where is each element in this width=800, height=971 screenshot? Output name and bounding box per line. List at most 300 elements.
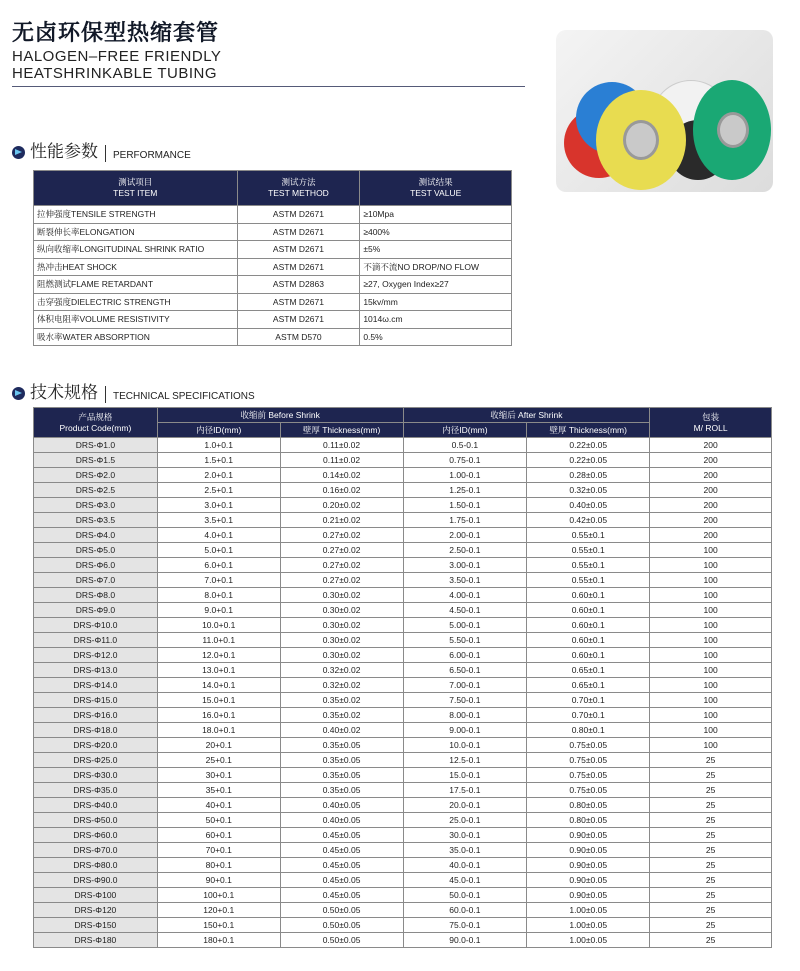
col-before-thickness: 壁厚 Thickness(mm) bbox=[280, 423, 403, 438]
product-code: DRS-Φ30.0 bbox=[34, 768, 158, 783]
meters-per-roll: 25 bbox=[650, 918, 772, 933]
after-thickness: 0.55±0.1 bbox=[527, 558, 650, 573]
meters-per-roll: 25 bbox=[650, 873, 772, 888]
table-row bbox=[34, 483, 772, 498]
before-id: 7.0+0.1 bbox=[157, 573, 280, 588]
after-thickness: 0.60±0.1 bbox=[527, 633, 650, 648]
performance-heading-en: PERFORMANCE bbox=[113, 150, 191, 161]
meters-per-roll: 200 bbox=[650, 438, 772, 453]
before-id: 70+0.1 bbox=[157, 843, 280, 858]
after-id: 0.5-0.1 bbox=[403, 438, 527, 453]
table-row bbox=[34, 873, 772, 888]
specifications-heading-en: TECHNICAL SPECIFICATIONS bbox=[113, 391, 255, 402]
meters-per-roll: 25 bbox=[650, 828, 772, 843]
table-row bbox=[34, 693, 772, 708]
product-code: DRS-Φ7.0 bbox=[34, 573, 158, 588]
page-title: 无卤环保型热缩套管 bbox=[12, 20, 220, 45]
before-thickness: 0.21±0.02 bbox=[280, 513, 403, 528]
after-thickness: 0.55±0.1 bbox=[527, 543, 650, 558]
after-thickness: 1.00±0.05 bbox=[527, 903, 650, 918]
after-id: 3.00-0.1 bbox=[403, 558, 527, 573]
after-thickness: 0.80±0.1 bbox=[527, 723, 650, 738]
before-id: 13.0+0.1 bbox=[157, 663, 280, 678]
product-code: DRS-Φ4.0 bbox=[34, 528, 158, 543]
before-id: 180+0.1 bbox=[157, 933, 280, 948]
before-thickness: 0.40±0.05 bbox=[280, 813, 403, 828]
before-thickness: 0.35±0.05 bbox=[280, 783, 403, 798]
after-thickness: 0.65±0.1 bbox=[527, 678, 650, 693]
test-item: 阻燃测试FLAME RETARDANT bbox=[34, 276, 238, 294]
table-row bbox=[34, 588, 772, 603]
after-thickness: 0.90±0.05 bbox=[527, 828, 650, 843]
before-id: 14.0+0.1 bbox=[157, 678, 280, 693]
table-row bbox=[34, 293, 512, 311]
test-method: ASTM D2671 bbox=[237, 258, 360, 276]
table-row bbox=[34, 648, 772, 663]
meters-per-roll: 100 bbox=[650, 708, 772, 723]
table-row bbox=[34, 558, 772, 573]
green-roll bbox=[693, 80, 771, 180]
before-thickness: 0.11±0.02 bbox=[280, 453, 403, 468]
subtitle-line-1: HALOGEN–FREE FRIENDLY bbox=[12, 48, 222, 65]
test-item: 断裂伸长率ELONGATION bbox=[34, 223, 238, 241]
meters-per-roll: 100 bbox=[650, 738, 772, 753]
product-code: DRS-Φ2.5 bbox=[34, 483, 158, 498]
table-row bbox=[34, 498, 772, 513]
before-id: 5.0+0.1 bbox=[157, 543, 280, 558]
col-group-after-shrink: 收缩后 After Shrink bbox=[403, 408, 650, 423]
col-product-code: 产品规格 Product Code(mm) bbox=[34, 408, 158, 438]
table-row bbox=[34, 783, 772, 798]
table-row bbox=[34, 738, 772, 753]
before-thickness: 0.50±0.05 bbox=[280, 903, 403, 918]
meters-per-roll: 25 bbox=[650, 783, 772, 798]
table-row bbox=[34, 311, 512, 329]
before-thickness: 0.20±0.02 bbox=[280, 498, 403, 513]
before-id: 3.0+0.1 bbox=[157, 498, 280, 513]
test-item: 吸水率WATER ABSORPTION bbox=[34, 328, 238, 346]
after-id: 35.0-0.1 bbox=[403, 843, 527, 858]
test-value: 不滴不流NO DROP/NO FLOW bbox=[360, 258, 512, 276]
table-row bbox=[34, 798, 772, 813]
after-id: 2.50-0.1 bbox=[403, 543, 527, 558]
col-group-before-shrink: 收缩前 Before Shrink bbox=[157, 408, 403, 423]
meters-per-roll: 25 bbox=[650, 903, 772, 918]
meters-per-roll: 100 bbox=[650, 618, 772, 633]
meters-per-roll: 25 bbox=[650, 798, 772, 813]
table-row bbox=[34, 206, 512, 224]
after-thickness: 0.28±0.05 bbox=[527, 468, 650, 483]
after-thickness: 0.22±0.05 bbox=[527, 453, 650, 468]
after-id: 20.0-0.1 bbox=[403, 798, 527, 813]
before-id: 20+0.1 bbox=[157, 738, 280, 753]
before-id: 15.0+0.1 bbox=[157, 693, 280, 708]
meters-per-roll: 25 bbox=[650, 813, 772, 828]
before-id: 40+0.1 bbox=[157, 798, 280, 813]
table-row bbox=[34, 813, 772, 828]
test-value: ±5% bbox=[360, 241, 512, 259]
table-row bbox=[34, 723, 772, 738]
product-code: DRS-Φ80.0 bbox=[34, 858, 158, 873]
test-value: ≥10Mpa bbox=[360, 206, 512, 224]
before-id: 6.0+0.1 bbox=[157, 558, 280, 573]
before-thickness: 0.27±0.02 bbox=[280, 558, 403, 573]
before-thickness: 0.35±0.02 bbox=[280, 693, 403, 708]
before-thickness: 0.14±0.02 bbox=[280, 468, 403, 483]
after-thickness: 0.75±0.05 bbox=[527, 738, 650, 753]
product-code: DRS-Φ120 bbox=[34, 903, 158, 918]
heading-separator bbox=[105, 145, 106, 162]
product-code: DRS-Φ11.0 bbox=[34, 633, 158, 648]
after-id: 17.5-0.1 bbox=[403, 783, 527, 798]
test-value: 1014ω.cm bbox=[360, 311, 512, 329]
before-thickness: 0.45±0.05 bbox=[280, 873, 403, 888]
product-code: DRS-Φ35.0 bbox=[34, 783, 158, 798]
product-code: DRS-Φ25.0 bbox=[34, 753, 158, 768]
specifications-heading-cn: 技术规格 bbox=[30, 383, 98, 402]
after-id: 30.0-0.1 bbox=[403, 828, 527, 843]
after-id: 10.0-0.1 bbox=[403, 738, 527, 753]
product-code: DRS-Φ180 bbox=[34, 933, 158, 948]
after-thickness: 0.55±0.1 bbox=[527, 573, 650, 588]
before-thickness: 0.11±0.02 bbox=[280, 438, 403, 453]
product-code: DRS-Φ1.5 bbox=[34, 453, 158, 468]
after-id: 6.50-0.1 bbox=[403, 663, 527, 678]
after-id: 8.00-0.1 bbox=[403, 708, 527, 723]
meters-per-roll: 200 bbox=[650, 483, 772, 498]
before-id: 3.5+0.1 bbox=[157, 513, 280, 528]
after-id: 60.0-0.1 bbox=[403, 903, 527, 918]
after-thickness: 0.42±0.05 bbox=[527, 513, 650, 528]
after-id: 5.00-0.1 bbox=[403, 618, 527, 633]
after-id: 4.00-0.1 bbox=[403, 588, 527, 603]
product-code: DRS-Φ3.5 bbox=[34, 513, 158, 528]
product-code: DRS-Φ150 bbox=[34, 918, 158, 933]
after-thickness: 0.75±0.05 bbox=[527, 753, 650, 768]
after-id: 6.00-0.1 bbox=[403, 648, 527, 663]
before-thickness: 0.30±0.02 bbox=[280, 633, 403, 648]
table-row bbox=[34, 241, 512, 259]
heading-separator bbox=[105, 386, 106, 403]
meters-per-roll: 100 bbox=[650, 558, 772, 573]
col-packing: 包装 M/ ROLL bbox=[650, 408, 772, 438]
after-id: 4.50-0.1 bbox=[403, 603, 527, 618]
before-id: 80+0.1 bbox=[157, 858, 280, 873]
test-item: 拉伸强度TENSILE STRENGTH bbox=[34, 206, 238, 224]
table-row bbox=[34, 888, 772, 903]
before-thickness: 0.30±0.02 bbox=[280, 588, 403, 603]
before-thickness: 0.35±0.02 bbox=[280, 708, 403, 723]
before-id: 30+0.1 bbox=[157, 768, 280, 783]
product-code: DRS-Φ1.0 bbox=[34, 438, 158, 453]
table-row bbox=[34, 468, 772, 483]
after-id: 15.0-0.1 bbox=[403, 768, 527, 783]
meters-per-roll: 25 bbox=[650, 843, 772, 858]
test-value: ≥27, Oxygen Index≥27 bbox=[360, 276, 512, 294]
table-row bbox=[34, 513, 772, 528]
after-id: 7.50-0.1 bbox=[403, 693, 527, 708]
before-thickness: 0.40±0.05 bbox=[280, 798, 403, 813]
after-id: 3.50-0.1 bbox=[403, 573, 527, 588]
before-thickness: 0.40±0.02 bbox=[280, 723, 403, 738]
table-row bbox=[34, 618, 772, 633]
after-thickness: 0.22±0.05 bbox=[527, 438, 650, 453]
test-method: ASTM D2671 bbox=[237, 223, 360, 241]
after-thickness: 0.70±0.1 bbox=[527, 708, 650, 723]
product-code: DRS-Φ18.0 bbox=[34, 723, 158, 738]
before-id: 2.0+0.1 bbox=[157, 468, 280, 483]
table-row bbox=[34, 543, 772, 558]
perf-col-header: 测试结果 TEST VALUE bbox=[360, 171, 512, 206]
after-thickness: 0.75±0.05 bbox=[527, 768, 650, 783]
before-thickness: 0.50±0.05 bbox=[280, 933, 403, 948]
product-code: DRS-Φ40.0 bbox=[34, 798, 158, 813]
after-id: 1.25-0.1 bbox=[403, 483, 527, 498]
meters-per-roll: 200 bbox=[650, 468, 772, 483]
test-method: ASTM D2671 bbox=[237, 206, 360, 224]
meters-per-roll: 100 bbox=[650, 723, 772, 738]
before-thickness: 0.45±0.05 bbox=[280, 843, 403, 858]
test-item: 击穿强度DIELECTRIC STRENGTH bbox=[34, 293, 238, 311]
after-thickness: 0.60±0.1 bbox=[527, 603, 650, 618]
table-row bbox=[34, 858, 772, 873]
table-row bbox=[34, 258, 512, 276]
before-id: 4.0+0.1 bbox=[157, 528, 280, 543]
table-row bbox=[34, 223, 512, 241]
test-method: ASTM D570 bbox=[237, 328, 360, 346]
test-value: 15kv/mm bbox=[360, 293, 512, 311]
test-item: 体积电阻率VOLUME RESISTIVITY bbox=[34, 311, 238, 329]
performance-heading bbox=[12, 137, 191, 162]
after-id: 40.0-0.1 bbox=[403, 858, 527, 873]
meters-per-roll: 25 bbox=[650, 888, 772, 903]
meters-per-roll: 100 bbox=[650, 678, 772, 693]
meters-per-roll: 100 bbox=[650, 663, 772, 678]
before-thickness: 0.30±0.02 bbox=[280, 618, 403, 633]
table-row bbox=[34, 528, 772, 543]
before-id: 1.5+0.1 bbox=[157, 453, 280, 468]
meters-per-roll: 25 bbox=[650, 768, 772, 783]
product-code: DRS-Φ10.0 bbox=[34, 618, 158, 633]
table-row bbox=[34, 453, 772, 468]
before-id: 16.0+0.1 bbox=[157, 708, 280, 723]
meters-per-roll: 200 bbox=[650, 513, 772, 528]
before-thickness: 0.30±0.02 bbox=[280, 648, 403, 663]
product-code: DRS-Φ90.0 bbox=[34, 873, 158, 888]
test-value: 0.5% bbox=[360, 328, 512, 346]
table-row bbox=[34, 918, 772, 933]
before-thickness: 0.45±0.05 bbox=[280, 828, 403, 843]
performance-heading-cn: 性能参数 bbox=[30, 142, 98, 161]
test-item: 纵向收缩率LONGITUDINAL SHRINK RATIO bbox=[34, 241, 238, 259]
before-id: 8.0+0.1 bbox=[157, 588, 280, 603]
before-id: 90+0.1 bbox=[157, 873, 280, 888]
meters-per-roll: 200 bbox=[650, 453, 772, 468]
before-thickness: 0.16±0.02 bbox=[280, 483, 403, 498]
col-after-thickness: 壁厚 Thickness(mm) bbox=[527, 423, 650, 438]
after-id: 9.00-0.1 bbox=[403, 723, 527, 738]
after-id: 1.50-0.1 bbox=[403, 498, 527, 513]
product-photo bbox=[556, 30, 773, 192]
after-thickness: 1.00±0.05 bbox=[527, 933, 650, 948]
before-thickness: 0.45±0.05 bbox=[280, 888, 403, 903]
after-id: 90.0-0.1 bbox=[403, 933, 527, 948]
table-row bbox=[34, 633, 772, 648]
before-thickness: 0.45±0.05 bbox=[280, 858, 403, 873]
meters-per-roll: 200 bbox=[650, 498, 772, 513]
after-id: 12.5-0.1 bbox=[403, 753, 527, 768]
before-thickness: 0.35±0.05 bbox=[280, 753, 403, 768]
after-thickness: 0.55±0.1 bbox=[527, 528, 650, 543]
meters-per-roll: 100 bbox=[650, 648, 772, 663]
after-thickness: 0.60±0.1 bbox=[527, 618, 650, 633]
table-row bbox=[34, 438, 772, 453]
before-id: 60+0.1 bbox=[157, 828, 280, 843]
product-code: DRS-Φ20.0 bbox=[34, 738, 158, 753]
after-thickness: 0.70±0.1 bbox=[527, 693, 650, 708]
before-thickness: 0.35±0.05 bbox=[280, 738, 403, 753]
after-thickness: 0.80±0.05 bbox=[527, 813, 650, 828]
after-id: 45.0-0.1 bbox=[403, 873, 527, 888]
before-thickness: 0.30±0.02 bbox=[280, 603, 403, 618]
col-after-id: 内径ID(mm) bbox=[403, 423, 527, 438]
after-thickness: 0.90±0.05 bbox=[527, 858, 650, 873]
meters-per-roll: 100 bbox=[650, 603, 772, 618]
subtitle-line-2: HEATSHRINKABLE TUBING bbox=[12, 65, 217, 82]
table-row bbox=[34, 843, 772, 858]
test-method: ASTM D2671 bbox=[237, 311, 360, 329]
table-row bbox=[34, 603, 772, 618]
after-id: 75.0-0.1 bbox=[403, 918, 527, 933]
table-row bbox=[34, 276, 512, 294]
before-thickness: 0.27±0.02 bbox=[280, 543, 403, 558]
test-value: ≥400% bbox=[360, 223, 512, 241]
table-row bbox=[34, 678, 772, 693]
before-id: 11.0+0.1 bbox=[157, 633, 280, 648]
performance-table bbox=[33, 170, 512, 346]
table-row bbox=[34, 328, 512, 346]
test-method: ASTM D2671 bbox=[237, 241, 360, 259]
after-id: 0.75-0.1 bbox=[403, 453, 527, 468]
test-item: 热冲击HEAT SHOCK bbox=[34, 258, 238, 276]
product-code: DRS-Φ50.0 bbox=[34, 813, 158, 828]
product-code: DRS-Φ100 bbox=[34, 888, 158, 903]
specifications-table bbox=[33, 407, 772, 948]
arrow-bullet-icon bbox=[12, 146, 25, 159]
after-id: 1.75-0.1 bbox=[403, 513, 527, 528]
perf-col-header: 测试项目 TEST ITEM bbox=[34, 171, 238, 206]
before-id: 1.0+0.1 bbox=[157, 438, 280, 453]
product-code: DRS-Φ16.0 bbox=[34, 708, 158, 723]
before-id: 12.0+0.1 bbox=[157, 648, 280, 663]
before-id: 35+0.1 bbox=[157, 783, 280, 798]
before-thickness: 0.32±0.02 bbox=[280, 663, 403, 678]
after-thickness: 0.60±0.1 bbox=[527, 648, 650, 663]
product-code: DRS-Φ3.0 bbox=[34, 498, 158, 513]
product-code: DRS-Φ12.0 bbox=[34, 648, 158, 663]
product-code: DRS-Φ6.0 bbox=[34, 558, 158, 573]
after-id: 25.0-0.1 bbox=[403, 813, 527, 828]
product-code: DRS-Φ5.0 bbox=[34, 543, 158, 558]
perf-col-header: 测试方法 TEST METHOD bbox=[237, 171, 360, 206]
specifications-heading bbox=[12, 378, 255, 403]
yellow-roll bbox=[596, 90, 686, 190]
before-thickness: 0.50±0.05 bbox=[280, 918, 403, 933]
col-before-id: 内径ID(mm) bbox=[157, 423, 280, 438]
meters-per-roll: 25 bbox=[650, 753, 772, 768]
before-id: 100+0.1 bbox=[157, 888, 280, 903]
after-id: 5.50-0.1 bbox=[403, 633, 527, 648]
after-thickness: 0.90±0.05 bbox=[527, 888, 650, 903]
test-method: ASTM D2671 bbox=[237, 293, 360, 311]
before-id: 120+0.1 bbox=[157, 903, 280, 918]
product-code: DRS-Φ14.0 bbox=[34, 678, 158, 693]
arrow-bullet-icon bbox=[12, 387, 25, 400]
before-id: 25+0.1 bbox=[157, 753, 280, 768]
after-thickness: 0.90±0.05 bbox=[527, 873, 650, 888]
test-method: ASTM D2863 bbox=[237, 276, 360, 294]
meters-per-roll: 100 bbox=[650, 588, 772, 603]
table-row bbox=[34, 573, 772, 588]
after-id: 7.00-0.1 bbox=[403, 678, 527, 693]
product-code: DRS-Φ70.0 bbox=[34, 843, 158, 858]
after-id: 50.0-0.1 bbox=[403, 888, 527, 903]
table-row bbox=[34, 828, 772, 843]
before-id: 2.5+0.1 bbox=[157, 483, 280, 498]
table-row bbox=[34, 663, 772, 678]
table-row bbox=[34, 933, 772, 948]
after-id: 1.00-0.1 bbox=[403, 468, 527, 483]
before-id: 10.0+0.1 bbox=[157, 618, 280, 633]
product-code: DRS-Φ13.0 bbox=[34, 663, 158, 678]
product-code: DRS-Φ15.0 bbox=[34, 693, 158, 708]
table-row bbox=[34, 708, 772, 723]
meters-per-roll: 100 bbox=[650, 693, 772, 708]
before-thickness: 0.27±0.02 bbox=[280, 573, 403, 588]
after-thickness: 0.32±0.05 bbox=[527, 483, 650, 498]
table-row bbox=[34, 903, 772, 918]
meters-per-roll: 100 bbox=[650, 633, 772, 648]
after-thickness: 1.00±0.05 bbox=[527, 918, 650, 933]
table-row bbox=[34, 768, 772, 783]
product-code: DRS-Φ8.0 bbox=[34, 588, 158, 603]
before-id: 50+0.1 bbox=[157, 813, 280, 828]
meters-per-roll: 25 bbox=[650, 933, 772, 948]
before-id: 9.0+0.1 bbox=[157, 603, 280, 618]
meters-per-roll: 100 bbox=[650, 573, 772, 588]
after-thickness: 0.40±0.05 bbox=[527, 498, 650, 513]
before-thickness: 0.27±0.02 bbox=[280, 528, 403, 543]
after-thickness: 0.60±0.1 bbox=[527, 588, 650, 603]
product-code: DRS-Φ9.0 bbox=[34, 603, 158, 618]
after-thickness: 0.75±0.05 bbox=[527, 783, 650, 798]
product-code: DRS-Φ60.0 bbox=[34, 828, 158, 843]
meters-per-roll: 100 bbox=[650, 543, 772, 558]
after-thickness: 0.90±0.05 bbox=[527, 843, 650, 858]
title-divider bbox=[12, 86, 525, 87]
after-thickness: 0.65±0.1 bbox=[527, 663, 650, 678]
after-id: 2.00-0.1 bbox=[403, 528, 527, 543]
before-thickness: 0.32±0.02 bbox=[280, 678, 403, 693]
meters-per-roll: 200 bbox=[650, 528, 772, 543]
before-thickness: 0.35±0.05 bbox=[280, 768, 403, 783]
before-id: 150+0.1 bbox=[157, 918, 280, 933]
meters-per-roll: 25 bbox=[650, 858, 772, 873]
before-id: 18.0+0.1 bbox=[157, 723, 280, 738]
product-code: DRS-Φ2.0 bbox=[34, 468, 158, 483]
after-thickness: 0.80±0.05 bbox=[527, 798, 650, 813]
table-row bbox=[34, 753, 772, 768]
